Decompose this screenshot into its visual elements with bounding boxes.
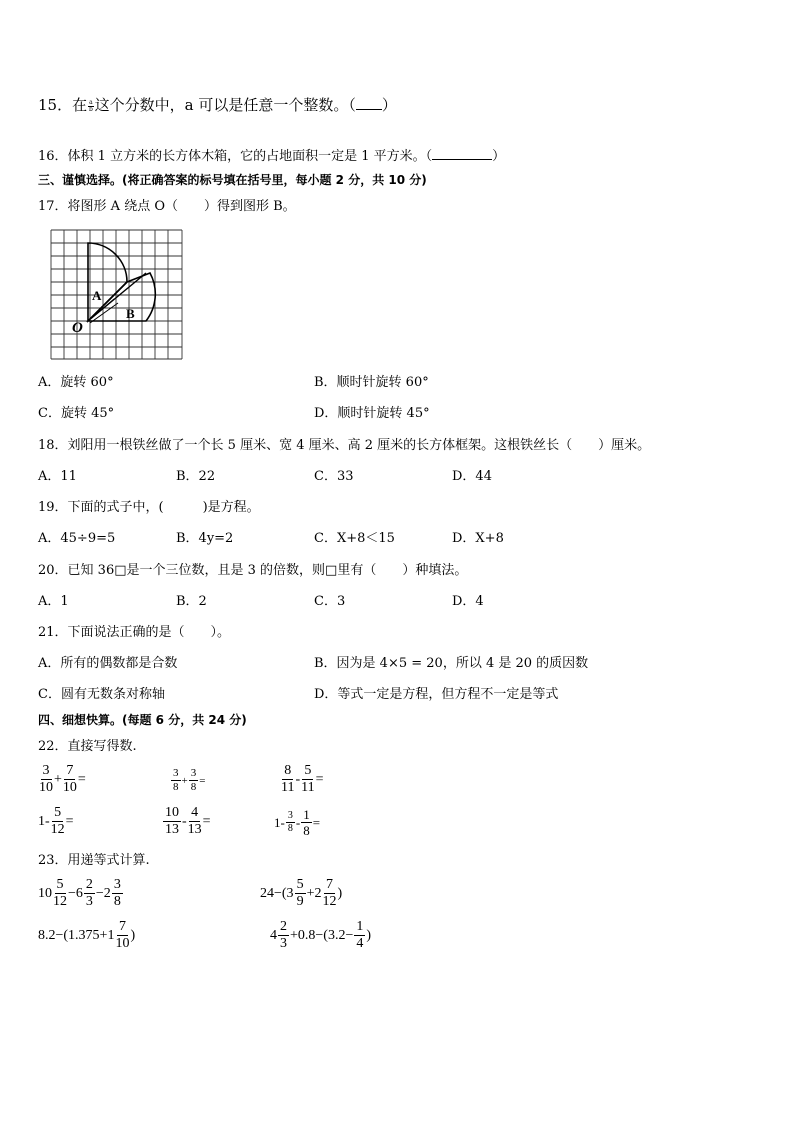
q18-option-c[interactable]: C．33: [314, 469, 354, 484]
q18-option-a[interactable]: A．11: [38, 469, 77, 484]
grid-lines: [51, 230, 182, 359]
q15-text: 这个分数中，a 可以是任意一个整数。（: [94, 96, 356, 114]
question-19-stem: 19．下面的式子中，( )是方程。: [38, 500, 260, 515]
q20-option-c[interactable]: C．3: [314, 594, 346, 609]
question-17-stem: 17．将图形 A 绕点 O（ ）得到图形 B。: [38, 199, 296, 214]
q17-option-b[interactable]: B．顺时针旋转 60°: [314, 375, 429, 390]
q20-option-a[interactable]: A．1: [38, 594, 69, 609]
q18-option-b[interactable]: B．22: [176, 469, 216, 484]
q23-expr-4: 4 $\frac{2}{3}$ +0.8−(3.2− $\frac{1}{4}$ ): [270, 919, 372, 951]
question-16: [38, 147, 505, 163]
q22-expr-3: $\frac{8}{11}$ - $\frac{5}{11}$ =: [281, 763, 324, 795]
q15-answer-blank[interactable]: [356, 97, 382, 110]
q16-close: ）: [492, 149, 506, 164]
question-23-stem: 23．用递等式计算.: [38, 853, 150, 868]
question-20-stem: 20．已知 36□是一个三位数，且是 3 的倍数，则□里有（ ）种填法。: [38, 563, 468, 578]
q22-expr-4: 1- $\frac{5}{12}$ =: [38, 805, 74, 837]
q18-option-d[interactable]: D．44: [452, 469, 492, 484]
q22-expr-6: 1- $\frac{3}{8}$ - $\frac{1}{8}$ =: [274, 807, 321, 838]
q19-option-a[interactable]: A．45÷9=5: [38, 531, 116, 546]
question-15: [38, 97, 397, 113]
q21-option-a[interactable]: A．所有的偶数都是合数: [38, 656, 178, 671]
q21-option-b[interactable]: B．因为是 4×5 = 20，所以 4 是 20 的质因数: [314, 656, 589, 671]
label-b: B: [126, 306, 135, 321]
question-21-stem: 21．下面说法正确的是（ ）。: [38, 625, 231, 640]
q23-expr-2: 24−(3 $\frac{5}{9}$ +2 $\frac{7}{12}$ ): [260, 877, 343, 909]
q19-option-c[interactable]: C．X+8＜15: [314, 531, 395, 546]
q15-frac-num: a: [89, 98, 93, 106]
section-4-title: 四、细想快算。(每题 6 分，共 24 分): [38, 713, 247, 727]
q23-expr-1: 10 $\frac{5}{12}$ −6 $\frac{2}{3}$ −2 $\frac{3}{8}$: [38, 877, 121, 909]
q19-option-b[interactable]: B．4y=2: [176, 531, 234, 546]
label-a: A: [92, 288, 102, 303]
q15-close: ）: [381, 96, 397, 114]
question-22-stem: 22．直接写得数.: [38, 739, 137, 754]
q22-expr-5: $\frac{10}{13}$ - $\frac{4}{13}$ =: [165, 805, 211, 837]
rotation-grid-figure: [50, 229, 183, 360]
q23-expr-3: 8.2−(1.375+1 $\frac{7}{10}$ ): [38, 919, 136, 951]
q22-expr-1: $\frac{3}{10}$ + $\frac{7}{10}$ =: [39, 763, 86, 795]
q21-option-d[interactable]: D．等式一定是方程，但方程不一定是等式: [314, 687, 559, 702]
q17-option-d[interactable]: D．顺时针旋转 45°: [314, 406, 430, 421]
section-3-title: 三、谨慎选择。(将正确答案的标号填在括号里，每小题 2 分，共 10 分): [38, 173, 427, 187]
q17-option-a[interactable]: A．旋转 60°: [38, 375, 114, 390]
question-18-stem: 18．刘阳用一根铁丝做了一个长 5 厘米、宽 4 厘米、高 2 厘米的长方体框架。这根铁丝长（ ）厘米。: [38, 438, 651, 453]
q21-option-c[interactable]: C．圆有无数条对称轴: [38, 687, 165, 702]
q16-text: 16．体积 1 立方米的长方体木箱，它的占地面积一定是 1 平方米。（: [38, 149, 433, 164]
q15-frac-den: b: [88, 105, 93, 113]
q20-option-d[interactable]: D．4: [452, 594, 484, 609]
q22-expr-2: $\frac{3}{8}$ + $\frac{3}{8}$ =: [173, 767, 206, 793]
q16-answer-blank[interactable]: [432, 147, 492, 160]
q15-fraction: [88, 100, 94, 113]
q15-prefix: 15．在: [38, 96, 88, 114]
q19-option-d[interactable]: D．X+8: [452, 531, 504, 546]
label-o: O: [72, 320, 83, 336]
q17-option-c[interactable]: C．旋转 45°: [38, 406, 115, 421]
q20-option-b[interactable]: B．2: [176, 594, 207, 609]
